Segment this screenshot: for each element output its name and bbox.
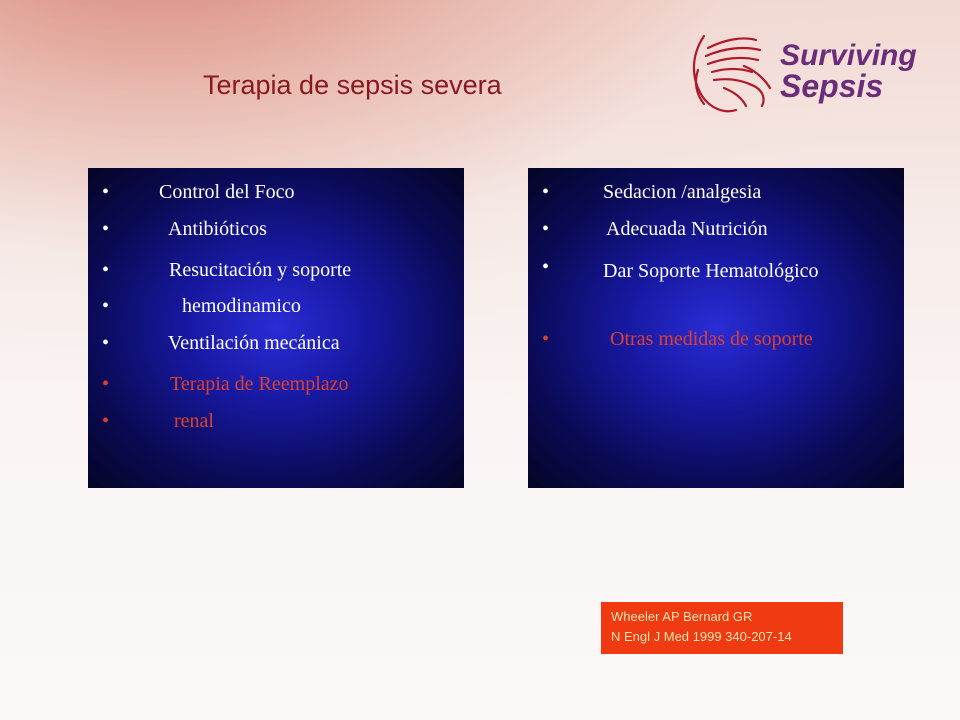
- surviving-sepsis-logo: [684, 26, 940, 122]
- bullet-icon: •: [102, 259, 110, 281]
- list-item-text: renal: [174, 410, 214, 432]
- list-item-text: Ventilación mecánica: [168, 332, 340, 354]
- logo-line-2: Sepsis: [780, 68, 884, 104]
- slide-title: Terapia de sepsis severa: [203, 70, 502, 100]
- bullet-icon: •: [102, 295, 110, 317]
- reference-citation: [601, 602, 843, 654]
- list-item-text: Sedacion /analgesia: [603, 181, 762, 203]
- reference-authors: Wheeler AP Bernard GR: [611, 609, 753, 624]
- logo-line-1: Surviving: [780, 39, 917, 72]
- list-item-text: Antibióticos: [168, 218, 267, 240]
- bullet-icon: •: [102, 332, 110, 354]
- bullet-icon: •: [102, 373, 110, 395]
- list-item-text: hemodinamico: [182, 295, 301, 317]
- list-item-text: Control del Foco: [159, 181, 295, 203]
- bullet-icon: •: [542, 256, 550, 278]
- list-item-text: Dar Soporte Hematológico: [603, 260, 819, 282]
- reference-journal: N Engl J Med 1999 340-207-14: [611, 629, 792, 644]
- bullet-icon: •: [542, 181, 550, 203]
- list-item-text: Adecuada Nutrición: [606, 218, 768, 240]
- right-bullet-panel: [528, 168, 904, 488]
- bullet-icon: •: [102, 410, 110, 432]
- logo-wordmark: [780, 40, 917, 102]
- list-item-text: Resucitación y soporte: [169, 259, 352, 281]
- bullet-icon: •: [102, 218, 110, 240]
- list-item-text: Terapia de Reemplazo: [170, 373, 349, 395]
- bullet-icon: •: [542, 218, 550, 240]
- bullet-icon: •: [102, 181, 110, 203]
- hands-logo-icon: [684, 26, 784, 122]
- bullet-icon: •: [542, 328, 550, 350]
- list-item-text: Otras medidas de soporte: [610, 328, 813, 350]
- left-bullet-panel: [88, 168, 464, 488]
